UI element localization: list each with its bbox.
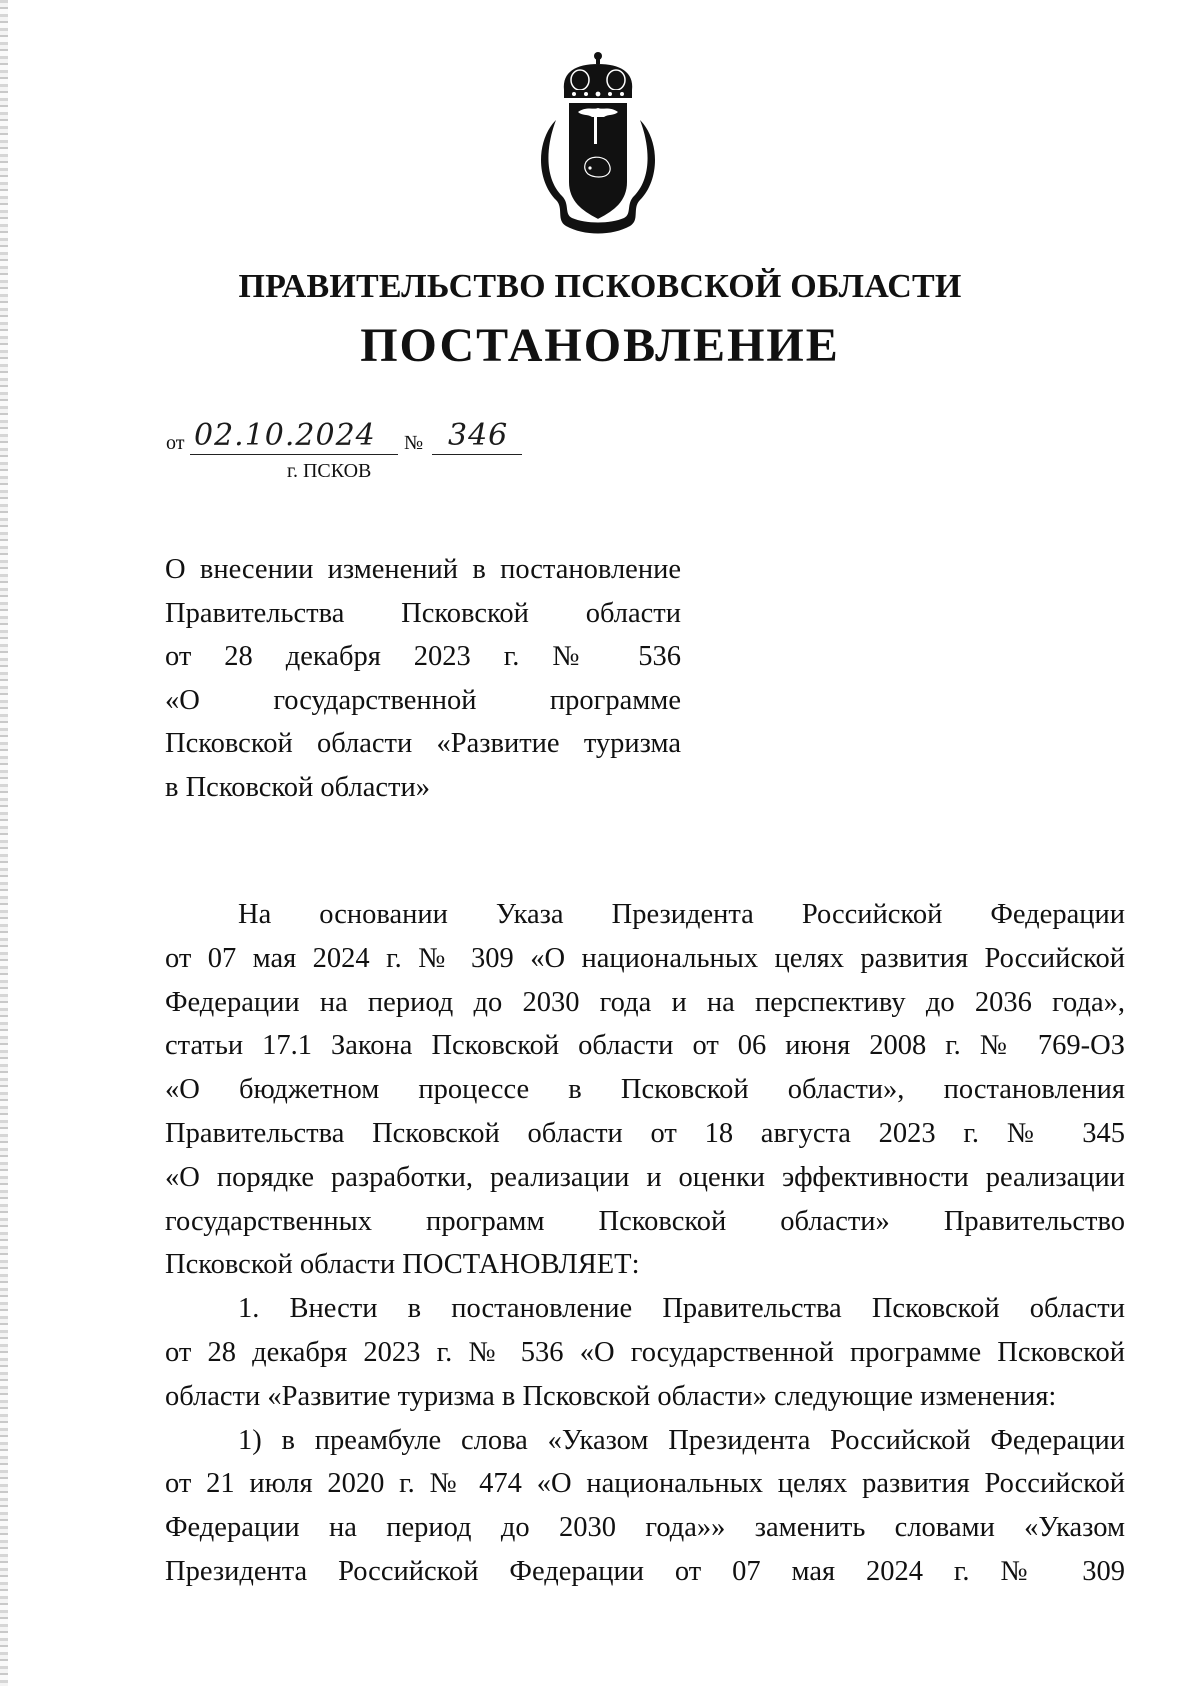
organization-name: ПРАВИТЕЛЬСТВО ПСКОВСКОЙ ОБЛАСТИ (238, 268, 962, 305)
date-prefix: от (166, 432, 185, 454)
body-line: 1) в преамбуле слова «Указом Президента Российской Федерации (238, 1424, 1125, 1456)
pskov-region-coat-of-arms-icon (528, 50, 668, 240)
body-line: Федерации на период до 2030 года»» заменить словами «Указом (165, 1512, 1125, 1544)
document-body (165, 893, 1125, 1594)
title-line: в Псковской области» (165, 771, 430, 803)
body-line: «О бюджетном процессе в Псковской области», постановления (165, 1074, 1125, 1106)
scan-edge (0, 0, 8, 1686)
body-line: 1. Внести в постановление Правительства Псковской области (238, 1293, 1125, 1325)
title-line: О внесении изменений в постановление (165, 554, 681, 585)
title-line: Псковской области «Развитие туризма (165, 728, 681, 759)
date-field: 02.10.2024 (190, 418, 398, 455)
body-line: Президента Российской Федерации от 07 мая 2024 г. № 309 (165, 1555, 1125, 1587)
body-line: от 07 мая 2024 г. № 309 «О национальных целях развития Российской (165, 942, 1125, 974)
body-line: статьи 17.1 Закона Псковской области от 06 июня 2008 г. № 769-ОЗ (165, 1030, 1125, 1062)
body-line: Псковской области ПОСТАНОВЛЯЕТ: (165, 1249, 640, 1281)
title-line: Правительства Псковской области (165, 597, 681, 629)
body-line: от 28 декабря 2023 г. № 536 «О государственной программе Псковской (165, 1336, 1125, 1368)
document-title (165, 548, 681, 809)
body-line: области «Развитие туризма в Псковской области» следующие изменения: (165, 1380, 1057, 1412)
body-line: от 21 июля 2020 г. № 474 «О национальных целях развития Российской (165, 1468, 1125, 1500)
title-line: «О государственной программе (165, 684, 681, 716)
number-field: 346 (432, 418, 522, 455)
number-prefix: № (404, 432, 424, 454)
city-label: г. ПСКОВ (287, 460, 372, 482)
body-line: государственных программ Псковской области» Правительство (165, 1205, 1125, 1237)
title-line: от 28 декабря 2023 г. № 536 (165, 641, 681, 672)
body-line: На основании Указа Президента Российской Федерации (238, 899, 1125, 930)
body-line: Правительства Псковской области от 18 августа 2023 г. № 345 (165, 1117, 1125, 1149)
document-type: ПОСТАНОВЛЕНИЕ (360, 319, 840, 372)
body-line: «О порядке разработки, реализации и оценки эффективности реализации (165, 1161, 1125, 1193)
body-line: Федерации на период до 2030 года и на перспективу до 2036 года», (165, 986, 1125, 1018)
